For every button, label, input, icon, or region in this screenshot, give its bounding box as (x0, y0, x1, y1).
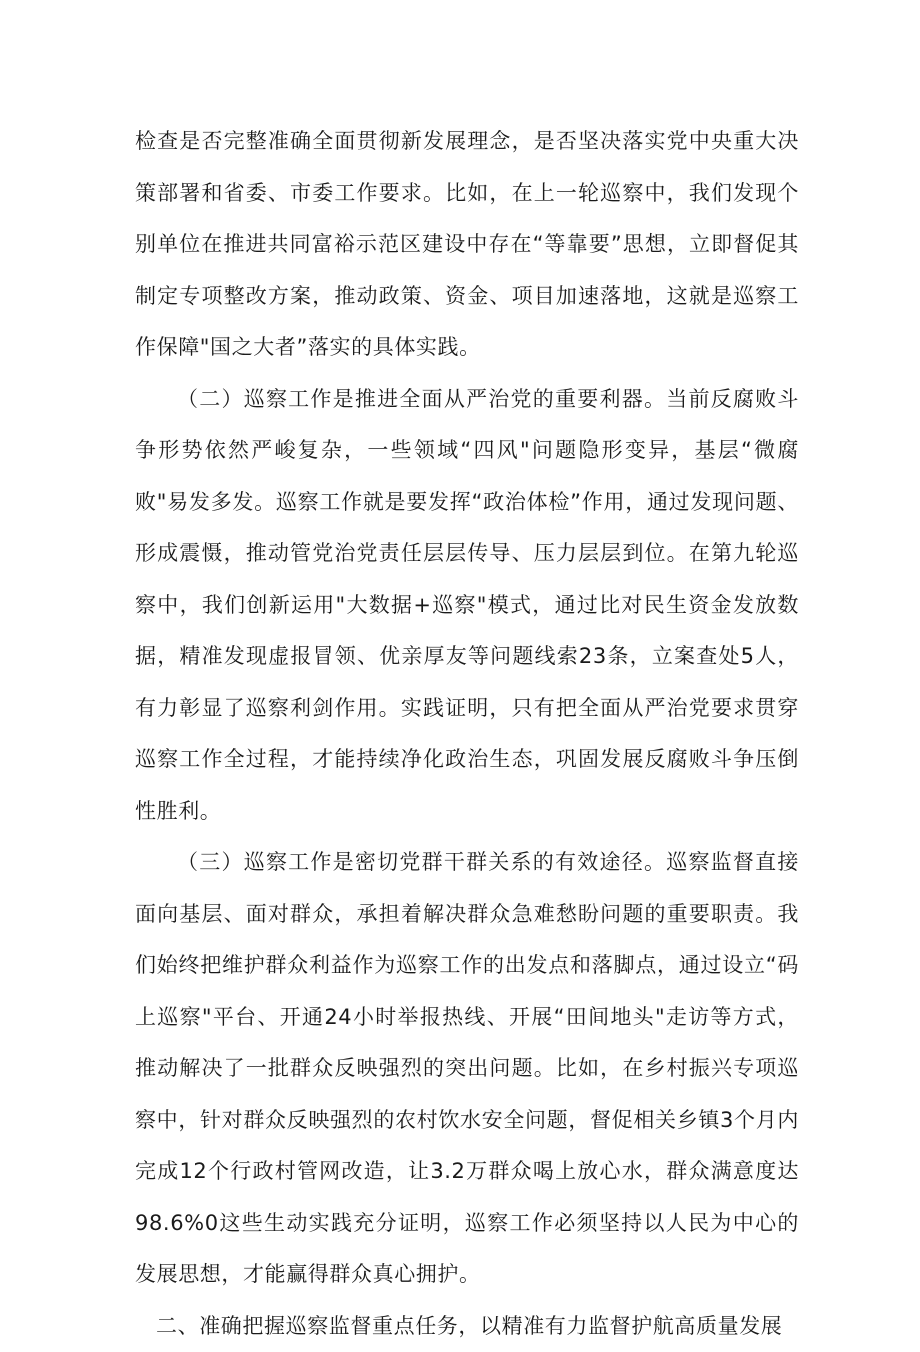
paragraph-1: 检查是否完整准确全面贯彻新发展理念，是否坚决落实党中央重大决策部署和省委、市委工作要求。比如，在上一轮巡察中，我们发现个别单位在推进共同富裕示范区建设中存在“等靠要”思想，立即督促其制定专项整改方案，推动政策、资金、项目加速落地，这就是巡察工作保障"国之大者”落实的具体实践。 (135, 116, 799, 374)
paragraph-2: （二）巡察工作是推进全面从严治党的重要利器。当前反腐败斗争形势依然严峻复杂，一些领域“四风"问题隐形变异，基层“微腐败"易发多发。巡察工作就是要发挥“政治体检”作用，通过发现问题、形成震慑，推动管党治党责任层层传导、压力层层到位。在第九轮巡察中，我们创新运用"大数据+巡察"模式，通过比对民生资金发放数据，精准发现虚报冒领、优亲厚友等问题线索23条，立案查处5人，有力彰显了巡察利剑作用。实践证明，只有把全面从严治党要求贯穿巡察工作全过程，才能持续净化政治生态，巩固发展反腐败斗争压倒性胜利。 (135, 374, 799, 838)
paragraph-3: （三）巡察工作是密切党群干群关系的有效途径。巡察监督直接面向基层、面对群众，承担着解决群众急难愁盼问题的重要职责。我们始终把维护群众利益作为巡察工作的出发点和落脚点，通过设立“码上巡察"平台、开通24小时举报热线、开展“田间地头"走访等方式，推动解决了一批群众反映强烈的突出问题。比如，在乡村振兴专项巡察中，针对群众反映强烈的农村饮水安全问题，督促相关乡镇3个月内完成12个行政村管网改造，让3.2万群众喝上放心水，群众满意度达98.6%0这些生动实践充分证明，巡察工作必须坚持以人民为中心的发展思想，才能赢得群众真心拥护。 (135, 837, 799, 1301)
section-heading: 二、准确把握巡察监督重点任务，以精准有力监督护航高质量发展 (135, 1301, 799, 1352)
document-body (135, 116, 799, 1352)
